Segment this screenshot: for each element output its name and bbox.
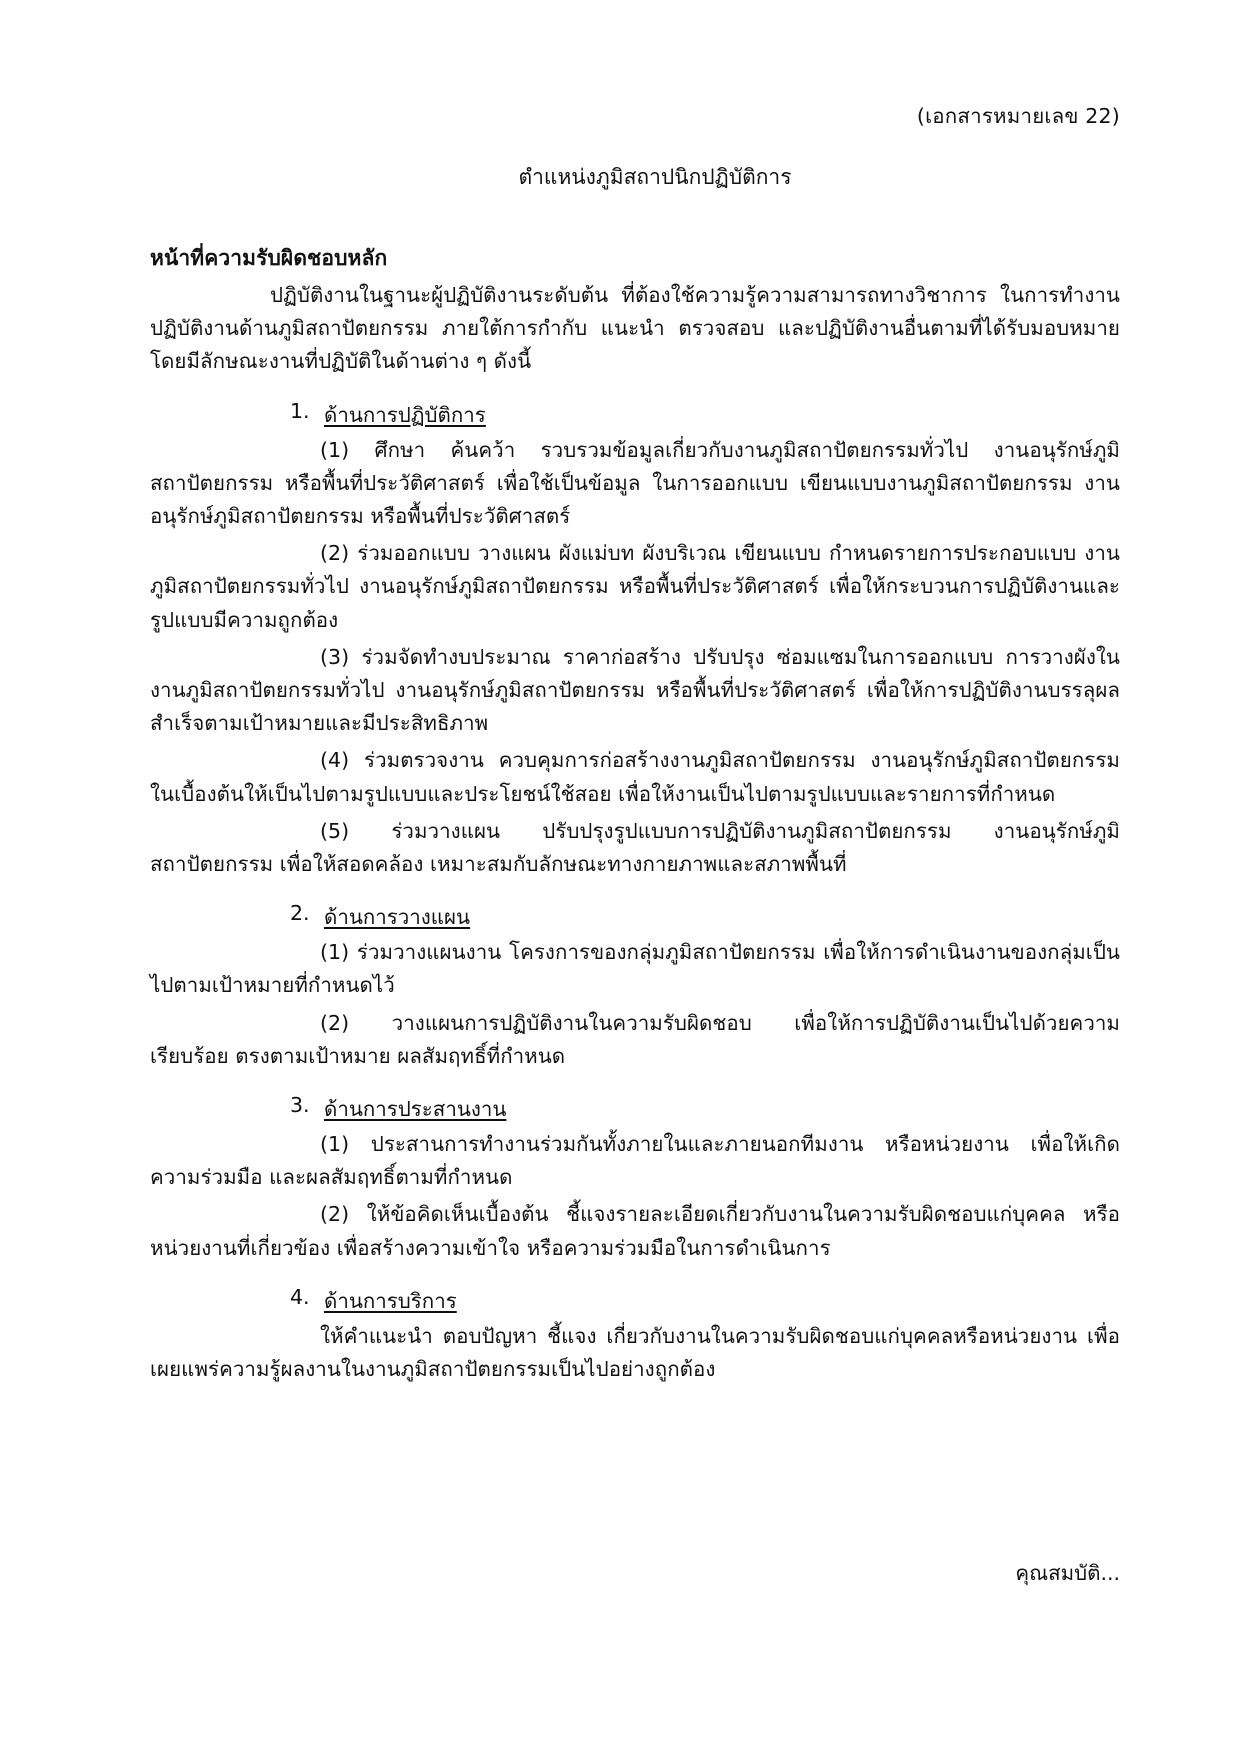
list-item: (5) ร่วมวางแผน ปรับปรุงรูปแบบการปฏิบัติงานภูมิสถาปัตยกรรม งานอนุรักษ์ภูมิสถาปัตยกรรม เพื่อให้สอดคล้อง เหมาะสมกับลักษณะทางกายภาพและสภาพพื้นที่	[150, 818, 1120, 877]
list-item: (4) ร่วมตรวจงาน ควบคุมการก่อสร้างงานภูมิสถาปัตยกรรม งานอนุรักษ์ภูมิสถาปัตยกรรม ในเบื้องต้นให้เป็นไปตามรูปแบบและประโยชน์ใช้สอย เพื่อให้งานเป็นไปตามรูปแบบและรายการที่กำหนด	[150, 748, 1120, 806]
section-header-2	[150, 901, 1120, 934]
section-number-3: 3.	[290, 1093, 310, 1118]
list-item: ให้คำแนะนำ ตอบปัญหา ชี้แจง เกี่ยวกับงานในความรับผิดชอบแก่บุคคลหรือหน่วยงาน เพื่อเผยแพร่ความรู้ผลงานในงานภูมิสถาปัตยกรรมเป็นไปอย่างถูกต้อง	[150, 1323, 1120, 1382]
list-item: (2) ให้ข้อคิดเห็นเบื้องต้น ชี้แจงรายละเอียดเกี่ยวกับงานในความรับผิดชอบแก่บุคคล หรือหน่วยงานที่เกี่ยวข้อง เพื่อสร้างความเข้าใจ หรือความร่วมมือในการดำเนินการ	[150, 1202, 1120, 1260]
section-heading-2: ด้านการวางแผน	[324, 905, 471, 930]
section-header-1	[150, 399, 1120, 432]
section-body-1	[150, 434, 1120, 882]
section-body-2	[150, 936, 1120, 1073]
section-body-3	[150, 1128, 1120, 1265]
section-header-4	[150, 1285, 1120, 1318]
list-item: (2) ร่วมออกแบบ วางแผน ผังแม่บท ผังบริเวณ เขียนแบบ กำหนดรายการประกอบแบบ งานภูมิสถาปัตยกรรมทั่วไป งานอนุรักษ์ภูมิสถาปัตยกรรม หรือพื้นที่ประวัติศาสตร์ เพื่อให้กระบวนการปฏิบัติงานและรูปแบบมีความถูกต้อง	[150, 541, 1120, 632]
section-number-2: 2.	[290, 901, 310, 926]
section-body-4	[150, 1320, 1120, 1386]
list-item: (1) ศึกษา ค้นคว้า รวบรวมข้อมูลเกี่ยวกับงานภูมิสถาปัตยกรรมทั่วไป งานอนุรักษ์ภูมิสถาปัตยกรรม หรือพื้นที่ประวัติศาสตร์ เพื่อใช้เป็นข้อมูล ในการออกแบบ เขียนแบบงานภูมิสถาปัตยกรรม งานอนุรักษ์ภูมิสถาปัตยกรรม หรือพื้นที่ประวัติศาสตร์	[150, 437, 1120, 529]
list-item: (3) ร่วมจัดทำงบประมาณ ราคาก่อสร้าง ปรับปรุง ซ่อมแซมในการออกแบบ การวางผังในงานภูมิสถาปัตยกรรมทั่วไป งานอนุรักษ์ภูมิสถาปัตยกรรม หรือพื้นที่ประวัติศาสตร์ เพื่อให้การปฏิบัติงานบรรลุผลสำเร็จตามเป้าหมายและมีประสิทธิภาพ	[150, 644, 1120, 736]
section-header-3	[150, 1093, 1120, 1126]
intro-paragraph: ปฏิบัติงานในฐานะผู้ปฏิบัติงานระดับต้น ที่ต้องใช้ความรู้ความสามารถทางวิชาการ ในการทำงาน ปฏิบัติงานด้านภูมิสถาปัตยกรรม ภายใต้การกำกับ แนะนำ ตรวจสอบ และปฏิบัติงานอื่นตามที่ได้รับมอบหมาย โดยมีลักษณะงานที่ปฏิบัติในด้านต่าง ๆ ดังนี้	[150, 283, 1120, 374]
list-item: (2) วางแผนการปฏิบัติงานในความรับผิดชอบ เพื่อให้การปฏิบัติงานเป็นไปด้วยความเรียบร้อย ตรงตามเป้าหมาย ผลสัมฤทธิ์ที่กำหนด	[150, 1010, 1120, 1068]
section-number-1: 1.	[290, 398, 310, 423]
section-heading-3: ด้านการประสานงาน	[324, 1097, 507, 1122]
page-title: ตำแหน่งภูมิสถาปนิกปฏิบัติการ	[518, 165, 792, 189]
list-item: (1) ร่วมวางแผนงาน โครงการของกลุ่มภูมิสถาปัตยกรรม เพื่อให้การดำเนินงานของกลุ่มเป็นไปตามเป้าหมายที่กำหนดไว้	[150, 940, 1120, 998]
section-number-4: 4.	[290, 1284, 310, 1309]
list-item: (1) ประสานการทำงานร่วมกันทั้งภายในและภายนอกทีมงาน หรือหน่วยงาน เพื่อให้เกิดความร่วมมือ และผลสัมฤทธิ์ตามที่กำหนด	[150, 1132, 1120, 1190]
section-heading-4: ด้านการบริการ	[324, 1288, 457, 1313]
main-heading: หน้าที่ความรับผิดชอบหลัก	[150, 246, 388, 270]
footer-note: คุณสมบัติ...	[1015, 1561, 1120, 1585]
document-reference-label: (เอกสารหมายเลข 22)	[916, 104, 1120, 128]
section-heading-1: ด้านการปฏิบัติการ	[324, 402, 486, 427]
